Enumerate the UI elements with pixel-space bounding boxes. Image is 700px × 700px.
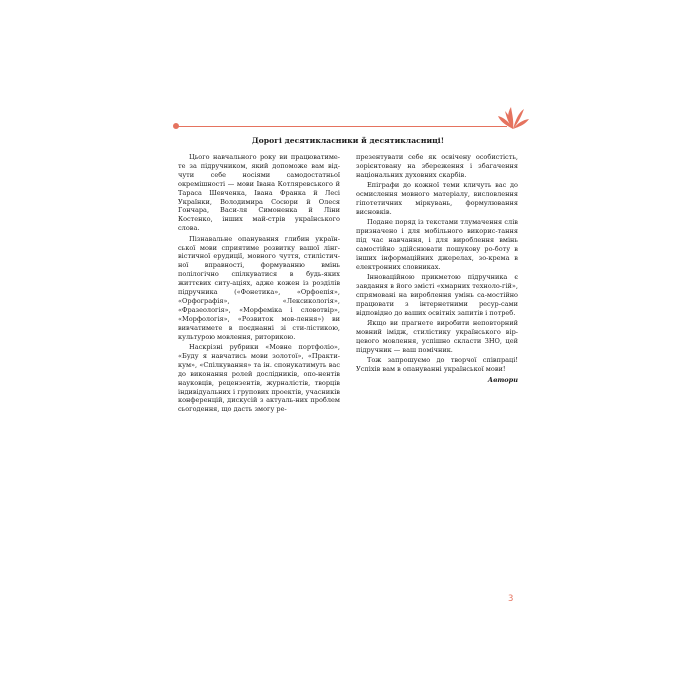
flower-ornament-icon	[496, 101, 530, 131]
left-column	[178, 153, 340, 416]
paragraph: Якщо ви прагнете виробити неповторний мовний імідж, стилістику українського вір-цевого мовлення, успішно скласти ЗНО, цей підручник — ваш помічник.	[356, 319, 518, 355]
page-number: 3	[508, 594, 514, 604]
paragraph: Наскрізні рубрики «Мовне портфоліо», «Буду я навчатись мови золотої», «Практи-кум», «Спілкування» та ін. спонукатимуть вас до виконання ролей дослідників, опо-нентів науковців, рецензентів, журналістів, творців індивідуальних і групових проектів, учасників конференцій, дискусій з актуаль-них проблем сьогодення, що дасть змогу ре-	[178, 343, 340, 414]
paragraph: Цього навчального року ви працюватиме-те за підручником, який допоможе вам від-чути себе носіями самодостатньої окремішності — мови Івана Котляревського й Тараса Шевченка, Івана Франка й Лесі Українки, Володимира Сосюри й Олеся Гончара, Васи-ля Симоненка й Ліни Костенко, інших май-стрів українського слова.	[178, 153, 340, 233]
paragraph: Подане поряд із текстами тлумачення слів призначено і для мобільного викорис-тання під час навчання, і для вироблення вмінь самостійно здійснювати пошукову ро-боту в інших інформаційних джерелах, зо-крема в електронних словниках.	[356, 218, 518, 271]
paragraph: презентувати себе як освічену особистість, зорієнтовану на збереження і збагачення національних духовних скарбів.	[356, 153, 518, 179]
header-rule	[177, 126, 507, 127]
paragraph: Епіграфи до кожної теми кличуть вас до осмислення мовного матеріалу, висловлення гіпотетичних міркувань, формулювання висновків.	[356, 181, 518, 216]
authors-signature: Автори	[487, 375, 518, 384]
paragraph: Інноваційною прикметою підручника є завдання в його змісті «хмарних техноло-гій», спрямовані на вироблення умінь са-мостійно працювати з інтернетними ресур-сами відповідно до ваших освітніх запитів і потреб.	[356, 273, 518, 317]
paragraph: Тож запрошуємо до творчої співпраці! Успіхів вам в опануванні української мови!	[356, 356, 518, 374]
page-title: Дорогі десятикласники й десятикласниці!	[251, 136, 445, 145]
paragraph: Пізнавальне опанування глибин україн-ської мови сприятиме розвитку вашої лінг-вістичної ерудиції, мовного чуття, стилістич-ної вправності, формуванню вмінь полілогічно спілкуватися в будь-яких життєвих ситу-аціях, адже кожен із розділів підручника («Фонетика», «Орфоепія», «Орфографія», «Лексикологія», «Фразеологія», «Морфеміка і словотвір», «Морфологія», «Розвиток мов-лення») ви вивчатимете в поєднанні зі сти-лістикою, культурою мовлення, риторикою.	[178, 234, 340, 341]
right-column	[356, 153, 518, 386]
